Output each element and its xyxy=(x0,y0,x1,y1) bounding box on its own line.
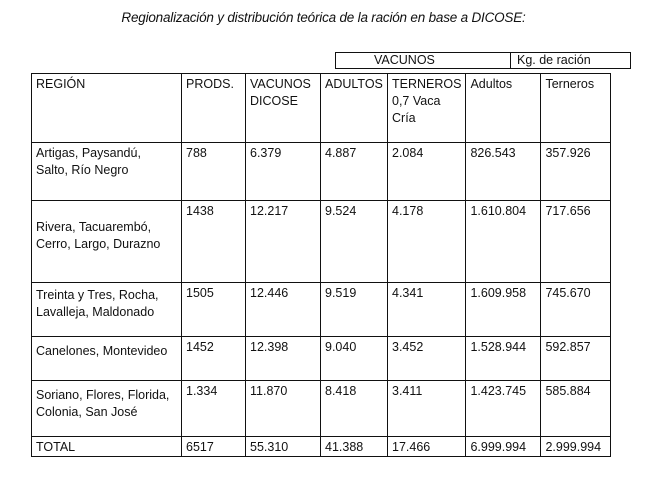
group-header-vacunos: VACUNOS xyxy=(336,53,511,69)
region-cell: Rivera, Tacuarembó, Cerro, Largo, Durazno xyxy=(32,201,182,283)
adultos-cell: 9.040 xyxy=(321,337,388,381)
kg-terneros-cell: 357.926 xyxy=(541,143,611,201)
kg-adultos-cell: 6.999.994 xyxy=(466,437,541,457)
table-row xyxy=(32,283,611,337)
table-total-row xyxy=(32,437,611,457)
distribution-table xyxy=(31,73,611,457)
terneros-cell: 3.411 xyxy=(388,381,466,437)
table-row xyxy=(32,337,611,381)
terneros-cell: 2.084 xyxy=(388,143,466,201)
kg-adultos-cell: 1.610.804 xyxy=(466,201,541,283)
prods-cell: 6517 xyxy=(182,437,246,457)
table-row xyxy=(32,143,611,201)
header-kg-terneros: Terneros xyxy=(541,74,611,143)
kg-adultos-cell: 1.528.944 xyxy=(466,337,541,381)
adultos-cell: 41.388 xyxy=(321,437,388,457)
header-vacunos-dicose: VACUNOS DICOSE xyxy=(246,74,321,143)
kg-adultos-cell: 1.609.958 xyxy=(466,283,541,337)
prods-cell: 1505 xyxy=(182,283,246,337)
prods-cell: 1438 xyxy=(182,201,246,283)
terneros-cell: 4.341 xyxy=(388,283,466,337)
terneros-cell: 3.452 xyxy=(388,337,466,381)
kg-adultos-cell: 1.423.745 xyxy=(466,381,541,437)
terneros-cell: 4.178 xyxy=(388,201,466,283)
kg-adultos-cell: 826.543 xyxy=(466,143,541,201)
kg-terneros-cell: 717.656 xyxy=(541,201,611,283)
document-title: Regionalización y distribución teórica de la ración en base a DICOSE: xyxy=(121,10,526,25)
vacunos-dicose-cell: 12.446 xyxy=(246,283,321,337)
header-terneros: TERNEROS 0,7 Vaca Cría xyxy=(388,74,466,143)
vacunos-dicose-cell: 11.870 xyxy=(246,381,321,437)
kg-terneros-cell: 585.884 xyxy=(541,381,611,437)
terneros-cell: 17.466 xyxy=(388,437,466,457)
header-adultos: ADULTOS xyxy=(321,74,388,143)
region-cell: Artigas, Paysandú, Salto, Río Negro xyxy=(32,143,182,201)
table-header-row xyxy=(32,74,611,143)
kg-terneros-cell: 745.670 xyxy=(541,283,611,337)
vacunos-dicose-cell: 12.217 xyxy=(246,201,321,283)
adultos-cell: 4.887 xyxy=(321,143,388,201)
prods-cell: 788 xyxy=(182,143,246,201)
region-cell: TOTAL xyxy=(32,437,182,457)
table-row xyxy=(32,201,611,283)
header-kg-adultos: Adultos xyxy=(466,74,541,143)
adultos-cell: 9.519 xyxy=(321,283,388,337)
header-prods: PRODS. xyxy=(182,74,246,143)
region-cell: Canelones, Montevideo xyxy=(32,337,182,381)
region-cell: Soriano, Flores, Florida, Colonia, San José xyxy=(32,381,182,437)
adultos-cell: 8.418 xyxy=(321,381,388,437)
header-region: REGIÓN xyxy=(32,74,182,143)
kg-terneros-cell: 592.857 xyxy=(541,337,611,381)
prods-cell: 1.334 xyxy=(182,381,246,437)
vacunos-dicose-cell: 55.310 xyxy=(246,437,321,457)
vacunos-dicose-cell: 6.379 xyxy=(246,143,321,201)
adultos-cell: 9.524 xyxy=(321,201,388,283)
table-row xyxy=(32,381,611,437)
region-cell: Treinta y Tres, Rocha, Lavalleja, Maldonado xyxy=(32,283,182,337)
group-header-kg-racion: Kg. de ración xyxy=(511,53,631,69)
kg-terneros-cell: 2.999.994 xyxy=(541,437,611,457)
vacunos-dicose-cell: 12.398 xyxy=(246,337,321,381)
group-header-table xyxy=(335,52,631,69)
prods-cell: 1452 xyxy=(182,337,246,381)
